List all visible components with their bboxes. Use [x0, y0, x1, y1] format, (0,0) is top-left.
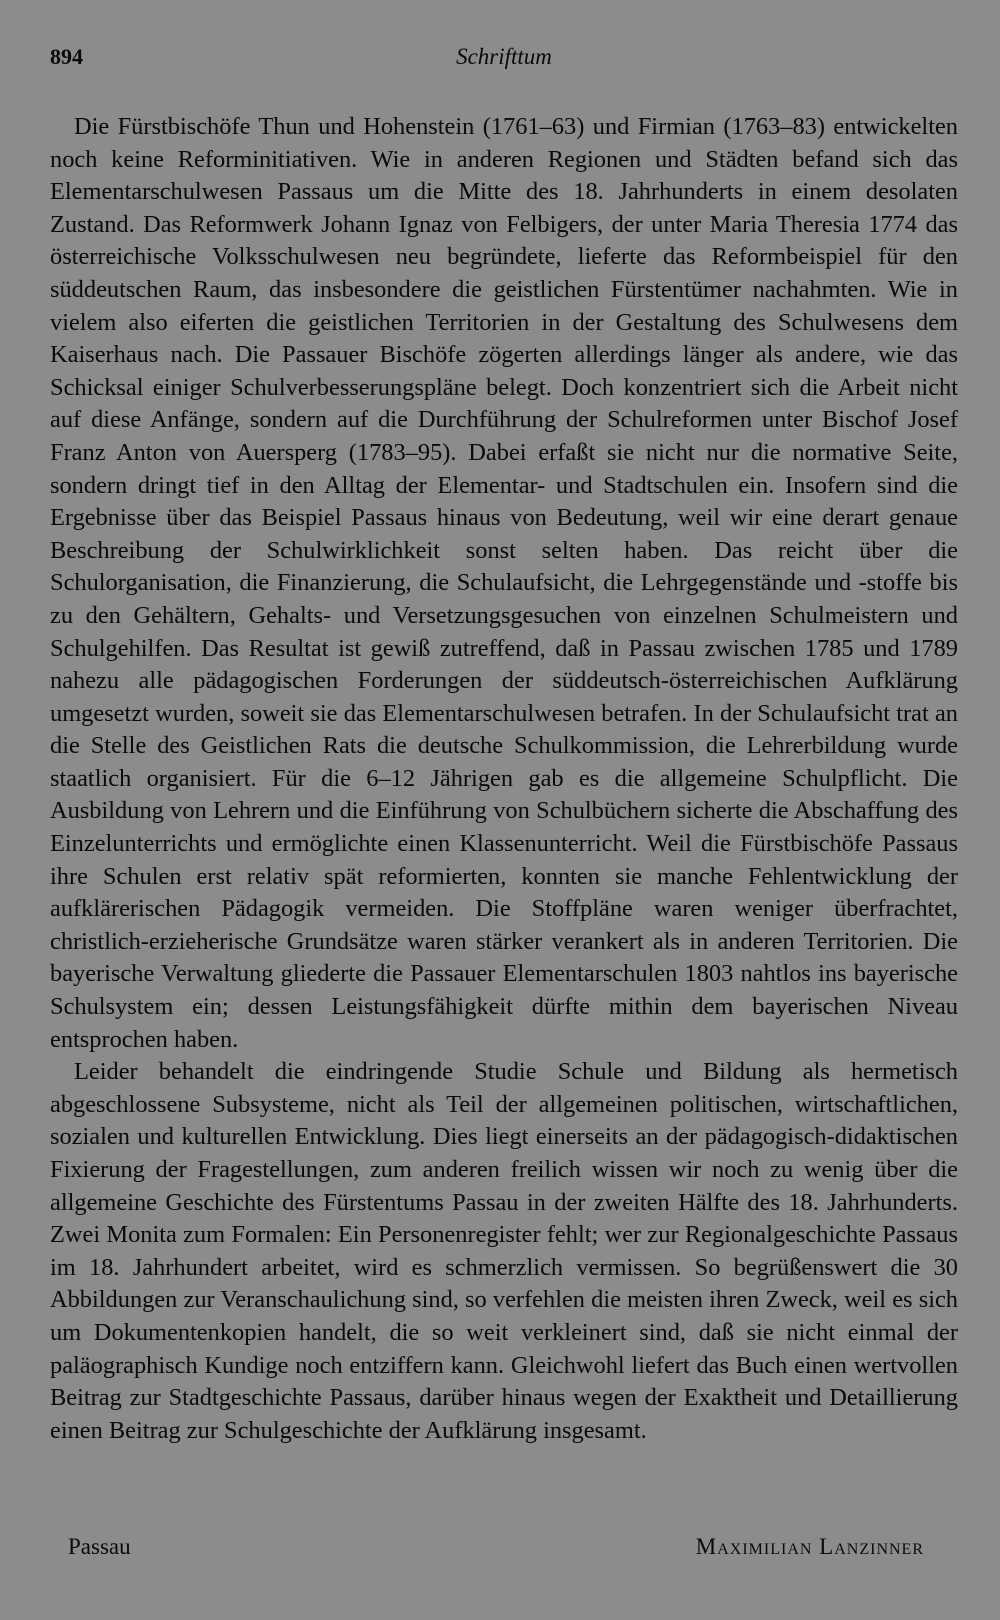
running-title: Schrifttum	[456, 44, 552, 69]
signature-author: Maximilian Lanzinner	[695, 1534, 924, 1559]
review-body	[50, 111, 958, 1447]
body-paragraph: Leider behandelt die eindringende Studie Schule und Bildung als hermetisch abgeschlossene Subsysteme, nicht als Teil der allgemeinen politischen, wirtschaftlichen, sozialen und kulturellen Entwicklung. Dies liegt einerseits an der pädagogisch-didaktischen Fixierung der Fragestellungen, zum anderen freilich wissen wir noch zu wenig über die allgemeine Geschichte des Fürstentums Passau in der zweiten Hälfte des 18. Jahrhunderts. Zwei Monita zum Formalen: Ein Personenregister fehlt; wer zur Regionalgeschichte Passaus im 18. Jahrhundert arbeitet, wird es schmerzlich vermissen. So begrüßenswert die 30 Abbildungen zur Veranschaulichung sind, so verfehlen die meisten ihren Zweck, weil es sich um Dokumentenkopien handelt, die so weit verkleinert sind, daß sie nicht einmal der paläographisch Kundige noch entziffern kann. Gleichwohl liefert das Buch einen wertvollen Beitrag zur Stadtgeschichte Passaus, darüber hinaus wegen der Exaktheit und Detaillierung einen Beitrag zur Schulgeschichte der Aufklärung insgesamt.	[50, 1058, 958, 1444]
body-paragraph: Die Fürstbischöfe Thun und Hohenstein (1761–63) und Firmian (1763–83) entwickelten noch keine Reforminitiativen. Wie in anderen Regionen und Städten befand sich das Elementarschulwesen Passaus um die Mitte des 18. Jahrhunderts in einem desolaten Zustand. Das Reformwerk Johann Ignaz von Felbigers, der unter Maria Theresia 1774 das österreichische Volksschulwesen neu begründete, lieferte das Reformbeispiel für den süddeutschen Raum, das insbesondere die geistlichen Fürstentümer nachahmten. Wie in vielem also eiferten die geistlichen Territorien in der Gestaltung des Schulwesens dem Kaiserhaus nach. Die Passauer Bischöfe zögerten allerdings länger als andere, wie das Schicksal einiger Schulverbesserungspläne belegt. Doch konzentriert sich die Arbeit nicht auf diese Anfänge, sondern auf die Durchführung der Schulreformen unter Bischof Josef Franz Anton von Auersperg (1783–95). Dabei erfaßt sie nicht nur die normative Seite, sondern dringt tief in den Alltag der Elementar- und Stadtschulen ein. Insofern sind die Ergebnisse über das Beispiel Passaus hinaus von Bedeutung, weil wir eine derart genaue Beschreibung der Schulwirklichkeit sonst selten haben. Das reicht über die Schulorganisation, die Finanzierung, die Schulaufsicht, die Lehrgegenstände und -stoffe bis zu den Gehältern, Gehalts- und Versetzungsgesuchen von einzelnen Schulmeistern und Schulgehilfen. Das Resultat ist gewiß zutreffend, daß in Passau zwischen 1785 und 1789 nahezu alle pädagogischen Forderungen der süddeutsch-österreichischen Aufklärung umgesetzt wurden, soweit sie das Elementarschulwesen betrafen. In der Schulaufsicht trat an die Stelle des Geistlichen Rats die deutsche Schulkommission, die Lehrerbildung wurde staatlich organisiert. Für die 6–12 Jährigen gab es die allgemeine Schulpflicht. Die Ausbildung von Lehrern und die Einführung von Schulbüchern sicherte die Abschaffung des Einzelunterrichts und ermöglichte einen Klassenunterricht. Weil die Fürstbischöfe Passaus ihre Schulen erst relativ spät reformierten, konnten sie manche Fehlentwicklung der aufklärerischen Pädagogik vermeiden. Die Stoffpläne waren weniger überfrachtet, christlich-erzieherische Grundsätze waren stärker verankert als in anderen Territorien. Die bayerische Verwaltung gliederte die Passauer Elementarschulen 1803 nahtlos ins bayerische Schulsystem ein; dessen Leistungsfähigkeit dürfte mithin dem bayerischen Niveau entsprochen haben.	[50, 113, 958, 1053]
review-signature	[68, 1534, 924, 1568]
signature-place: Passau	[68, 1534, 131, 1559]
page-number: 894	[50, 44, 83, 69]
running-header	[50, 44, 958, 76]
